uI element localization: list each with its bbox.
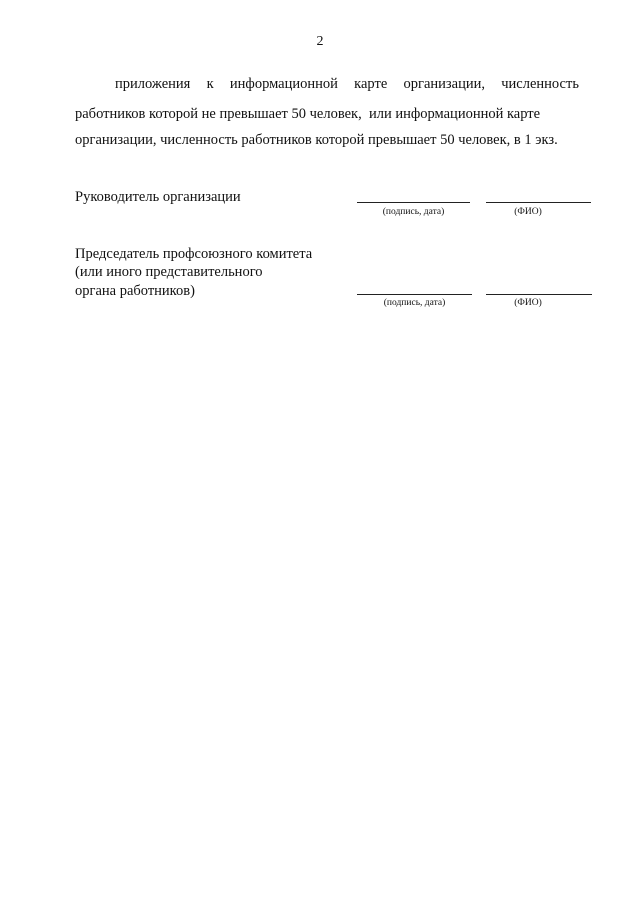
name-caption: (ФИО)	[514, 298, 542, 308]
signatory-title-union-chair-line-2: (или иного представительного	[75, 264, 263, 280]
word: карте	[354, 76, 388, 92]
signature-caption: (подпись, дата)	[383, 298, 446, 308]
word: к	[206, 76, 214, 92]
signature-line	[357, 294, 472, 295]
page-number: 2	[316, 34, 324, 49]
word: численность	[501, 76, 579, 92]
signatory-title-union-chair-line-1: Председатель профсоюзного комитета	[75, 246, 313, 262]
signatory-title-director: Руководитель организации	[75, 189, 241, 205]
name-caption: (ФИО)	[514, 207, 542, 217]
paragraph-line-2: работников которой не превышает 50 человек, или информационной карте	[75, 106, 541, 122]
signature-caption: (подпись, дата)	[382, 207, 445, 217]
signature-line	[357, 202, 470, 203]
word: организации,	[403, 76, 485, 92]
word: информационной	[229, 76, 338, 92]
word: приложения	[115, 76, 191, 92]
name-line	[486, 202, 591, 203]
paragraph-line-1	[115, 77, 579, 92]
name-line	[486, 294, 592, 295]
paragraph-line-3: организации, численность работников которой превышает 50 человек, в 1 экз.	[75, 132, 558, 148]
signatory-title-union-chair-line-3: органа работников)	[75, 283, 195, 299]
